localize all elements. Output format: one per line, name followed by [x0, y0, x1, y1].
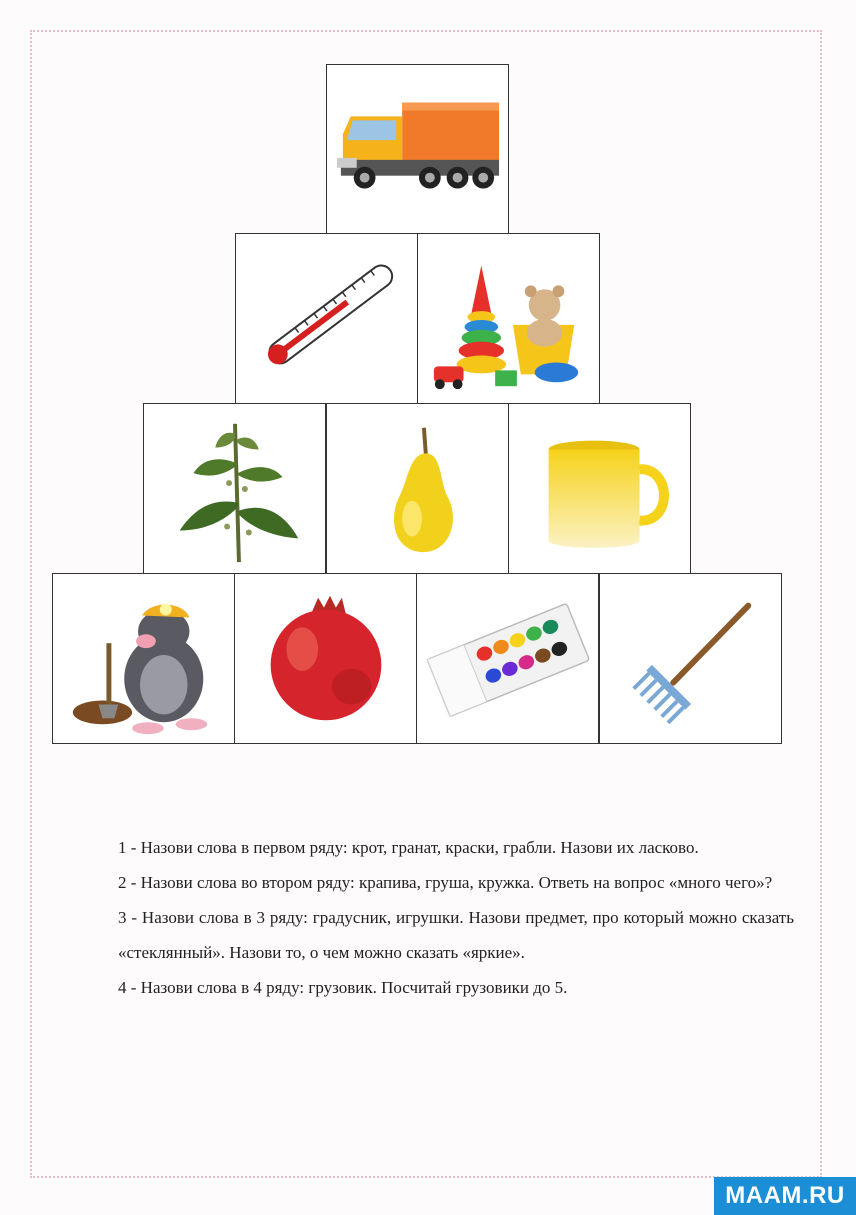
paints-icon [417, 574, 598, 743]
truck-icon [327, 65, 508, 234]
instruction-4: 4 - Назови слова в 4 ряду: грузовик. Посчитай грузовики до 5. [118, 978, 568, 997]
instruction-2: 2 - Назови слова во втором ряду: крапива, груша, кружка. Ответь на вопрос «много чего»? [118, 873, 773, 892]
cell-mug [508, 403, 691, 574]
mug-icon [509, 404, 690, 573]
rake-icon [600, 574, 781, 743]
cell-truck [326, 64, 509, 235]
cell-rake [599, 573, 782, 744]
nettle-icon [144, 404, 325, 573]
cell-paints [416, 573, 599, 744]
cell-mole [52, 573, 235, 744]
cell-pomegranate [234, 573, 417, 744]
mole-icon [53, 574, 234, 743]
cell-pear [326, 403, 509, 574]
cell-toys [417, 233, 600, 404]
pear-icon [327, 404, 508, 573]
instruction-3: 3 - Назови слова в 3 ряду: градусник, игрушки. Назови предмет, про который можно сказать «стеклянный». Назови то, о чем можно сказать «яркие». [118, 908, 794, 962]
cell-nettle [143, 403, 326, 574]
toys-icon [418, 234, 599, 403]
pomegranate-icon [235, 574, 416, 743]
thermometer-icon [236, 234, 417, 403]
instruction-1: 1 - Назови слова в первом ряду: крот, гранат, краски, грабли. Назови их ласково. [118, 838, 699, 857]
cell-thermometer [235, 233, 418, 404]
maam-watermark: MAAM.RU [714, 1177, 856, 1215]
instructions [118, 830, 794, 1005]
